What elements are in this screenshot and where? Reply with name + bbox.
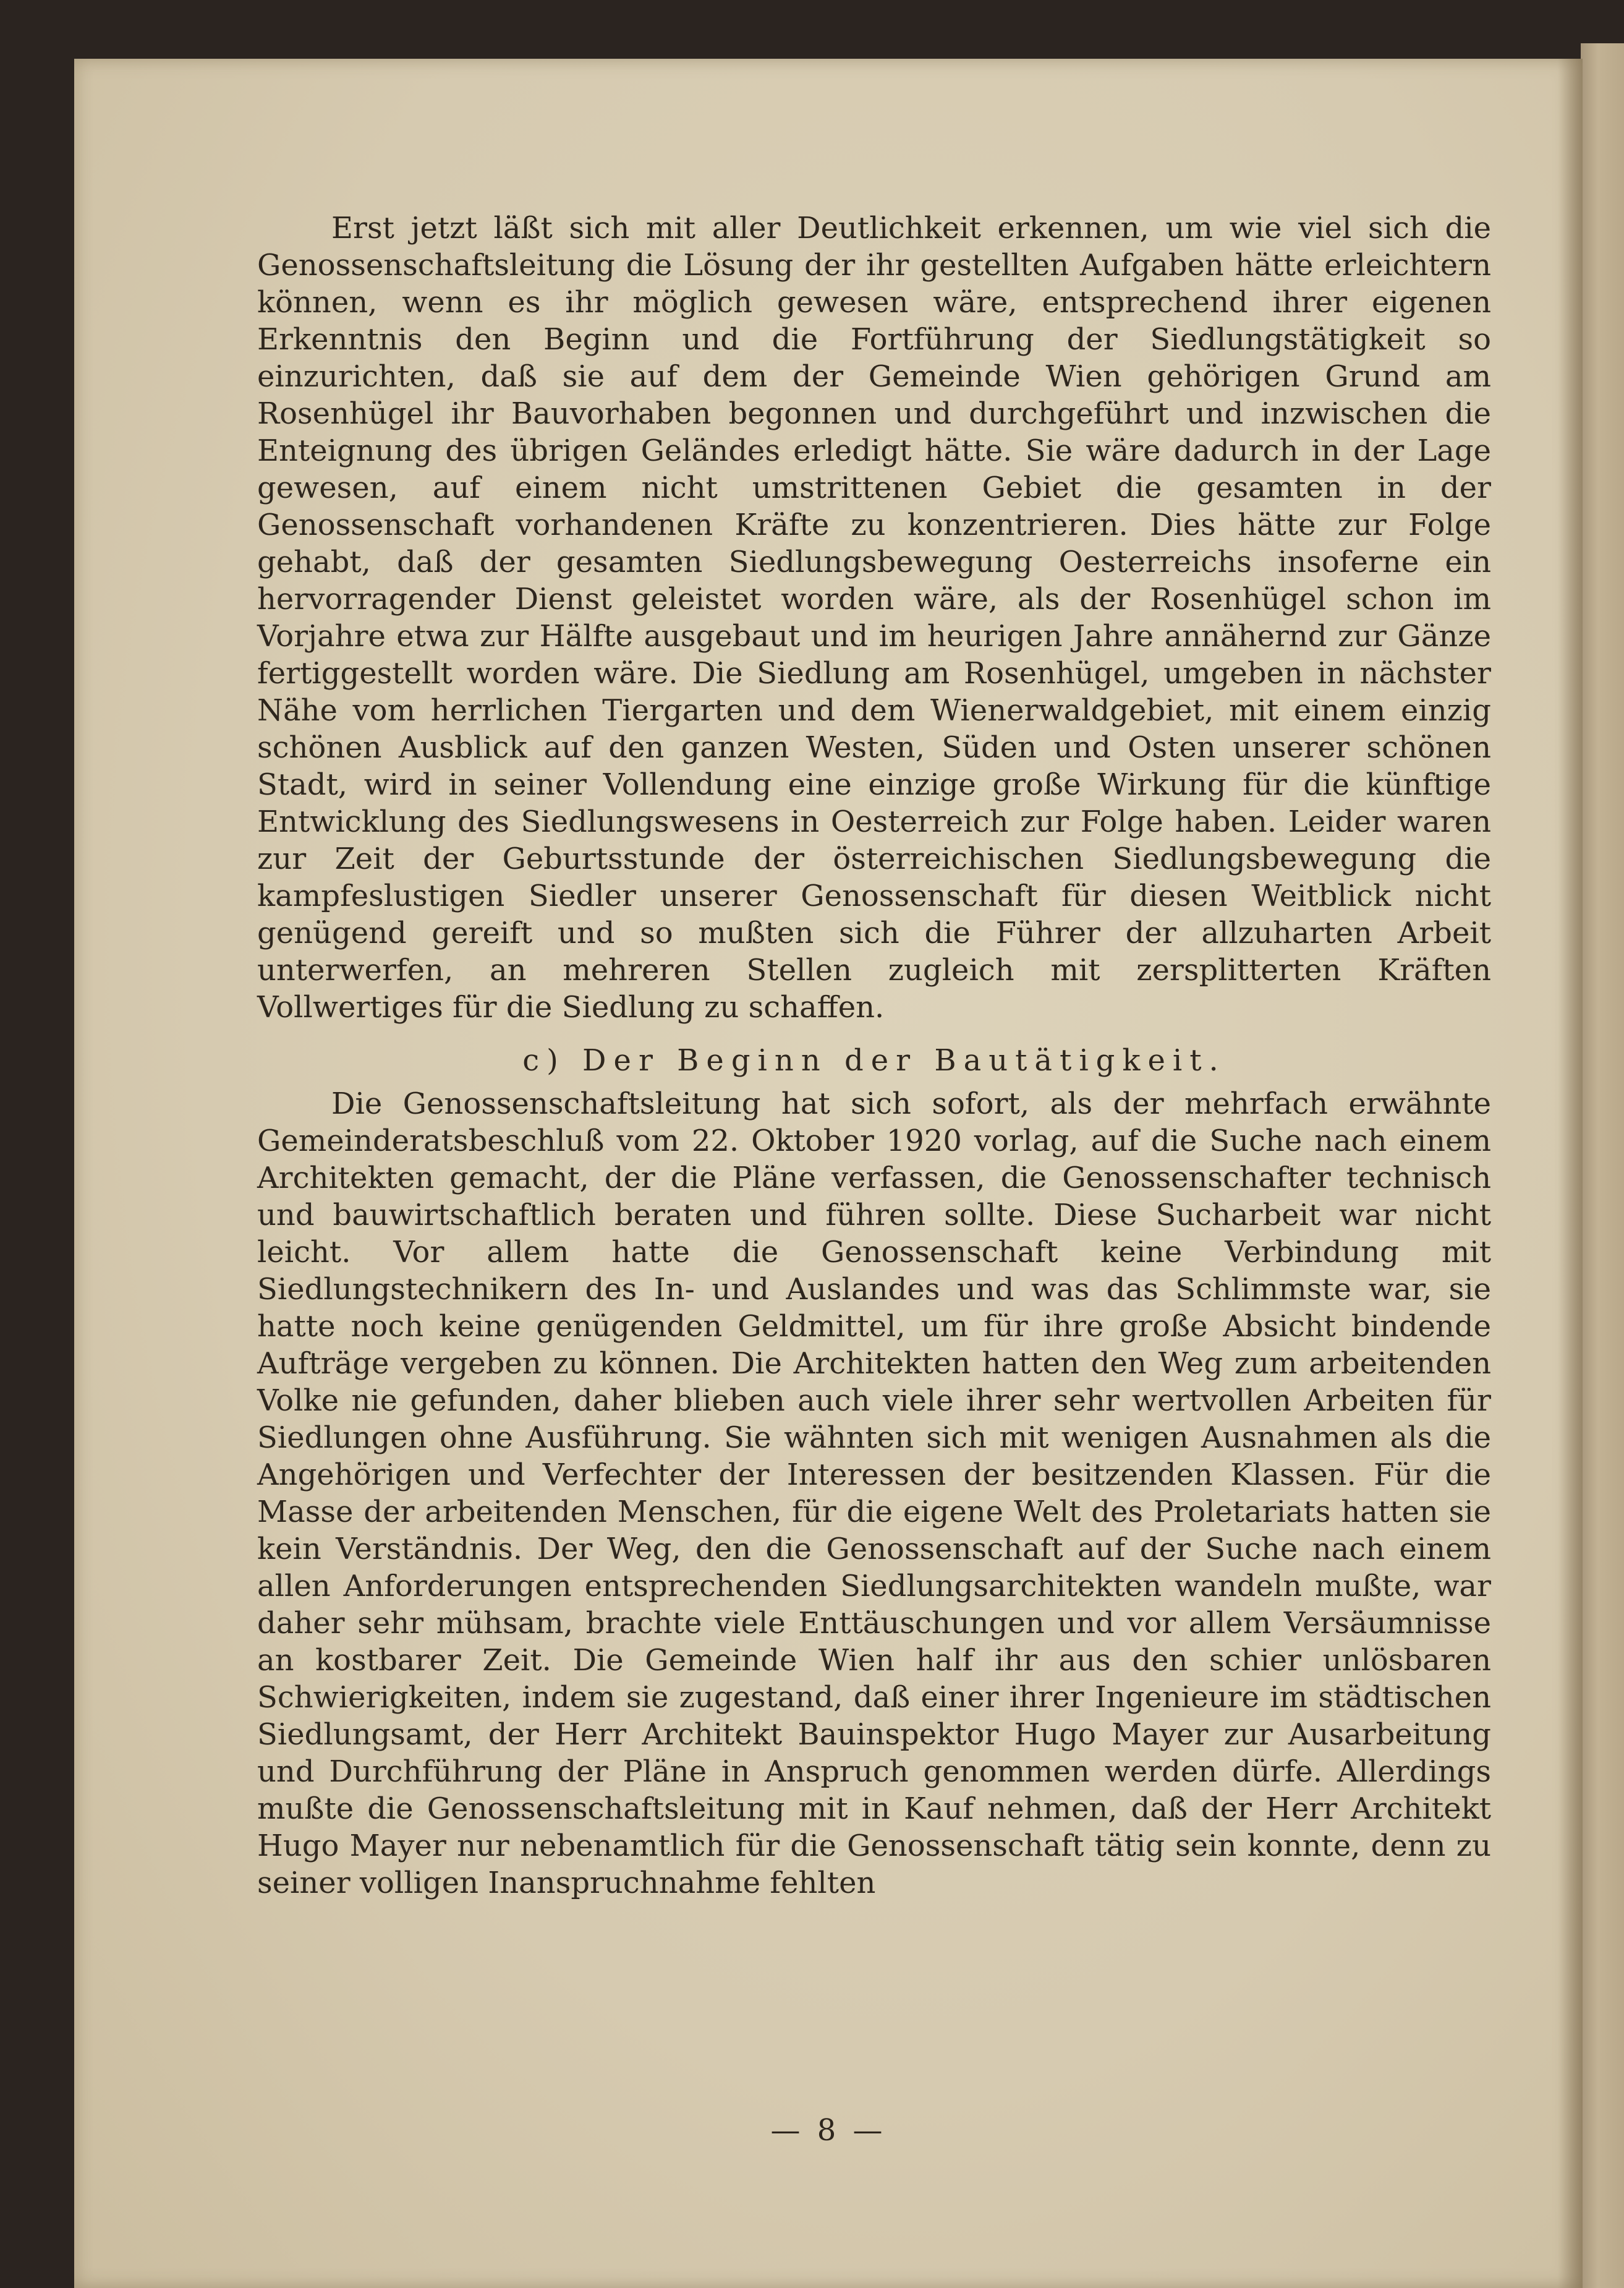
paragraph-2: Die Genossenschaftsleitung hat sich sofort, als der mehrfach erwähnte Gemeinderatsbeschluß vom 22. Oktober 1920 vorlag, auf die Suche nach einem Architekten gemacht, der die Pläne verfassen, die Genossenschafter technisch und bauwirtschaftlich beraten und führen sollte. Diese Sucharbeit war nicht leicht. Vor allem hatte die Genossenschaft keine Verbindung mit Siedlungstechnikern des In- und Auslandes und was das Schlimmste war, sie hatte noch keine genügenden Geldmittel, um für ihre große Absicht bindende Aufträge vergeben zu können. Die Architekten hatten den Weg zum arbeitenden Volke nie gefunden, daher blieben auch viele ihrer sehr wertvollen Arbeiten für Siedlungen ohne Ausführung. Sie wähnten sich mit wenigen Ausnahmen als die Angehörigen und Verfechter der Interessen der besitzenden Klassen. Für die Masse der arbeitenden Menschen, für die eigene Welt des Proletariats hatten sie kein Verständnis. Der Weg, den die Genossenschaft auf der Suche nach einem allen Anforderungen entsprechenden Siedlungsarchitekten wandeln mußte, war daher sehr mühsam, brachte viele Enttäuschungen und vor allem Versäumnisse an kostbarer Zeit. Die Gemeinde Wien half ihr aus den schier unlösbaren Schwierigkeiten, indem sie zugestand, daß einer ihrer Ingenieure im städtischen Siedlungsamt, der Herr Architekt Bauinspektor Hugo Mayer zur Ausarbeitung und Durchführung der Pläne in Anspruch genommen werden dürfe. Allerdings mußte die Genossenschaftsleitung mit in Kauf nehmen, daß der Herr Architekt Hugo Mayer nur nebenamtlich für die Genossenschaft tätig sein konnte, denn zu seiner volligen Inanspruchnahme fehlten — [257, 1086, 1491, 1900]
section-heading: c) Der Beginn der Bautätigkeit. — [522, 1043, 1226, 1078]
paragraph-1: Erst jetzt läßt sich mit aller Deutlichkeit erkennen, um wie viel sich die Genossenschaftsleitung die Lösung der ihr gestellten Aufgaben hätte erleichtern können, wenn es ihr möglich gewesen wäre, entsprechend ihrer eigenen Erkenntnis den Beginn und die Fortführung der Siedlungstätigkeit so einzurichten, daß sie auf dem der Gemeinde Wien gehörigen Grund am Rosenhügel ihr Bauvorhaben begonnen und durchgeführt und inzwischen die Enteignung des übrigen Geländes erledigt hätte. Sie wäre dadurch in der Lage gewesen, auf einem nicht umstrittenen Gebiet die gesamten in der Genossenschaft vorhandenen Kräfte zu konzentrieren. Dies hätte zur Folge gehabt, daß der gesamten Siedlungsbewegung Oesterreichs insoferne ein hervorragender Dienst geleistet worden wäre, als der Rosenhügel schon im Vorjahre etwa zur Hälfte ausgebaut und im heurigen Jahre annähernd zur Gänze fertiggestellt worden wäre. Die Siedlung am Rosenhügel, umgeben in nächster Nähe vom herrlichen Tiergarten und dem Wienerwaldgebiet, mit einem einzig schönen Ausblick auf den ganzen Westen, Süden und Osten unserer schönen Stadt, wird in seiner Vollendung eine einzige große Wirkung für die künftige Entwicklung des Siedlungswesens in Oesterreich zur Folge haben. Leider waren zur Zeit der Geburtsstunde der österreichischen Siedlungsbewegung die kampfeslustigen Siedler unserer Genossenschaft für diesen Weitblick nicht genügend gereift und so mußten sich die Führer der allzuharten Arbeit unterwerfen, an mehreren Stellen zugleich mit zersplitterten Kräften Vollwertiges für die Siedlung zu schaffen. — [257, 211, 1491, 1025]
adjacent-page-edge — [1581, 43, 1624, 2288]
page-gutter-shadow — [1558, 59, 1583, 2288]
body-text — [257, 210, 1491, 1902]
document-page — [74, 59, 1583, 2288]
page-number: — 8 — — [770, 2113, 886, 2148]
